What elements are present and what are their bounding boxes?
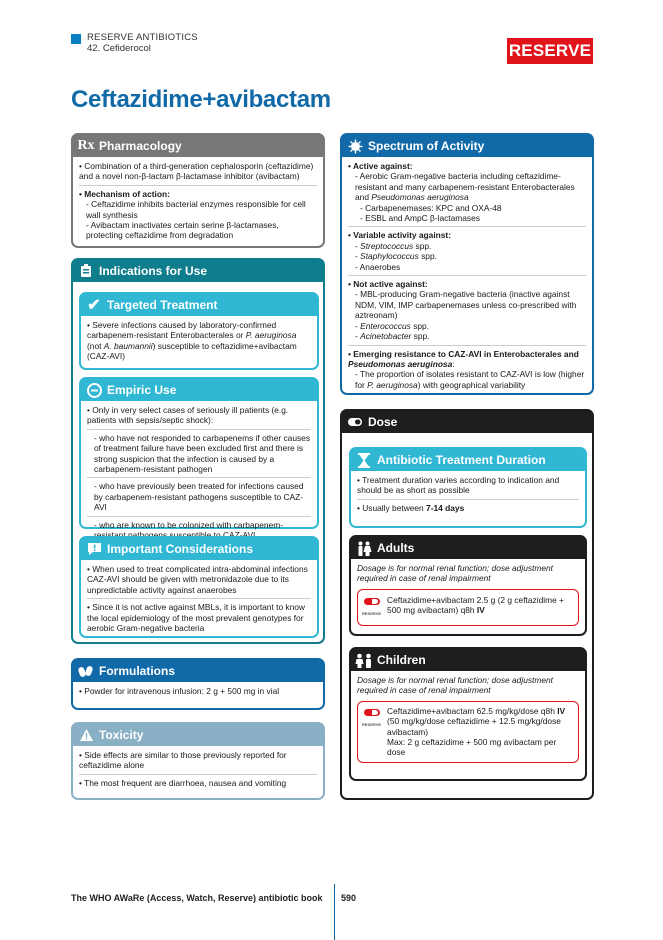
toxicity-title: Toxicity — [99, 728, 144, 742]
emerging-item: - The proportion of isolates resistant to CAZ-AVI is low (higher for P. aeruginosa) with geographical variability — [355, 369, 585, 390]
adults-box — [349, 535, 587, 636]
adults-note: Dosage is for normal renal function; dose adjustment required in case of renal impairment — [357, 563, 553, 584]
minus-circle-icon — [81, 379, 107, 401]
dose-title: Dose — [368, 415, 398, 429]
children-dose-text: Ceftazidime+avibactam 62.5 mg/kg/dose q8h IV (50 mg/kg/dose ceftazidime + 12.5 mg/kg/dose avibactam) Max: 2 g ceftazidime + 500 mg avibactam per dose — [387, 705, 566, 758]
reserve-mini-label: RESERVE — [362, 611, 382, 617]
pharmacology-text: • Combination of a third-generation cephalosporin (ceftazidime) and a novel non-β-lactam β-lactamase inhibitor (avibactam) — [79, 161, 314, 182]
page-number: 590 — [341, 893, 357, 903]
active-item: - Aerobic Gram-negative bacteria including ceftazidime-resistant and many carbapenem-resistant Enterobacterales and Pseudomonas aeruginosa — [355, 171, 575, 203]
duration-title: Antibiotic Treatment Duration — [377, 453, 546, 467]
section-marker — [71, 34, 81, 44]
children-box — [349, 647, 587, 781]
empiric-title: Empiric Use — [107, 383, 177, 397]
microbe-icon — [342, 135, 368, 157]
important-item: • Since it is not active against MBLs, it is important to know the local epidemiology of the most prevalent genotypes for aerobic Gram-negative bacteria — [87, 602, 305, 634]
capsule-icon — [342, 411, 368, 433]
adults-dose-text: Ceftazidime+avibactam 2.5 g (2 g ceftazidime + 500 mg avibactam) q8h IV — [387, 594, 564, 616]
formulations-title: Formulations — [99, 664, 176, 678]
dose-box — [340, 409, 594, 800]
indications-title: Indications for Use — [99, 264, 208, 278]
reserve-badge: RESERVE — [507, 38, 593, 64]
adults-dose-card — [357, 589, 579, 626]
adults-icon — [351, 537, 377, 559]
children-header — [351, 649, 585, 671]
spectrum-header — [342, 135, 592, 157]
subsection-label: 42. Cefiderocol — [87, 43, 151, 54]
reserve-pill-icon — [364, 598, 380, 605]
clipboard-icon — [73, 260, 99, 282]
notactive-item: - Acinetobacter spp. — [355, 331, 430, 342]
formulations-header — [73, 660, 323, 682]
empiric-text: • Only in very select cases of seriously ill patients (e.g. patients with sepsis/septic shock): — [87, 405, 289, 426]
reserve-pill-icon — [364, 709, 380, 716]
children-title: Children — [377, 653, 426, 667]
duration-box — [349, 447, 587, 528]
moa-item: - Avibactam inactivates certain serine β-lactamases, protecting ceftazidime from degradation — [86, 220, 279, 241]
toxicity-header — [73, 724, 323, 746]
spectrum-box — [340, 133, 594, 395]
duration-item: • Usually between 7-14 days — [357, 502, 465, 513]
empiric-header — [81, 379, 317, 401]
duration-header — [351, 449, 585, 471]
rx-icon: Rx — [77, 138, 95, 153]
speech-bubble-icon — [81, 538, 107, 560]
active-item: - ESBL and AmpC β-lactamases — [360, 213, 480, 224]
pharmacology-box — [71, 133, 325, 248]
pharmacology-title: Pharmacology — [99, 139, 182, 153]
adults-title: Adults — [377, 541, 415, 555]
emerging-label: • Emerging resistance to CAZ-AVI in Enterobacterales and Pseudomonas aeruginosa: — [348, 348, 579, 369]
variable-item: - Streptococcus spp. — [355, 240, 432, 251]
active-label: • Active against: — [348, 161, 413, 171]
footer-divider — [334, 884, 335, 940]
variable-item: - Staphylococcus spp. — [355, 251, 437, 262]
page-title: Ceftazidime+avibactam — [71, 86, 331, 113]
targeted-text: • Severe infections caused by laboratory-confirmed carbapenem-resistant Enterobacterales or P. aeruginosa (not A. baumannii) susceptible to ceftazidime+avibactam (CAZ-AVI) — [87, 320, 297, 362]
empiric-item: - who are known to be colonized with carbapenem- — [94, 519, 284, 530]
duration-item: • Treatment duration varies according to indication and should be as short as possible — [357, 475, 560, 496]
indications-header — [73, 260, 323, 282]
targeted-title: Targeted Treatment — [107, 298, 218, 312]
indications-box — [71, 258, 325, 644]
moa-label: • Mechanism of action: — [79, 188, 170, 199]
notactive-item: - MBL-producing Gram-negative bacteria (inactive against NDM, VIM, IMP carbapenemases unless co-prescribed with aztreonam) — [355, 289, 577, 321]
empiric-box — [79, 377, 319, 529]
children-note: Dosage is for normal renal function; dose adjustment required in case of renal impairment — [357, 675, 553, 696]
toxicity-box — [71, 722, 325, 800]
warning-icon — [73, 724, 99, 746]
notactive-label: • Not active against: — [348, 279, 428, 290]
notactive-item: - Enterococcus spp. — [355, 320, 430, 331]
pills-icon — [73, 660, 99, 682]
toxicity-item: • The most frequent are diarrhoea, nausea and vomiting — [79, 777, 287, 788]
toxicity-item: • Side effects are similar to those previously reported for ceftazidime alone — [79, 750, 287, 771]
important-header — [81, 538, 317, 560]
children-dose-card — [357, 701, 579, 763]
spectrum-title: Spectrum of Activity — [368, 139, 485, 153]
important-box — [79, 536, 319, 638]
reserve-mini-label: RESERVE — [362, 722, 382, 728]
moa-item: - Ceftazidime inhibits bacterial enzymes responsible for cell wall synthesis — [86, 199, 306, 220]
targeted-box — [79, 292, 319, 370]
adults-header — [351, 537, 585, 559]
empiric-item: - who have previously been treated for infections caused by carbapenem-resistant pathogens susceptible to CAZ-AVI — [94, 481, 304, 513]
dose-header — [342, 411, 592, 433]
targeted-header — [81, 294, 317, 316]
empiric-item: - who have not responded to carbapenems if other causes of treatment failure have been excluded first and there is strong suspicion that the infection is caused by a carbapenem-resistant pathogen — [94, 432, 311, 475]
important-title: Important Considerations — [107, 542, 254, 556]
formulations-text: • Powder for intravenous infusion: 2 g + 500 mg in vial — [79, 686, 280, 696]
important-item: • When used to treat complicated intra-abdominal infections CAZ-AVI should be given with metronidazole due to its unpredictable activity against anaerobes — [87, 564, 308, 595]
children-icon — [351, 649, 377, 671]
checkmark-icon: ✔ — [87, 297, 101, 314]
pharmacology-header — [73, 135, 323, 157]
hourglass-icon — [351, 449, 377, 471]
footer-book-title: The WHO AWaRe (Access, Watch, Reserve) antibiotic book — [71, 893, 323, 903]
variable-label: • Variable activity against: — [348, 230, 452, 241]
formulations-box — [71, 658, 325, 710]
section-label: RESERVE ANTIBIOTICS — [87, 32, 198, 43]
active-item: - Carbapenemases: KPC and OXA-48 — [360, 202, 502, 213]
variable-item: - Anaerobes — [355, 261, 401, 272]
